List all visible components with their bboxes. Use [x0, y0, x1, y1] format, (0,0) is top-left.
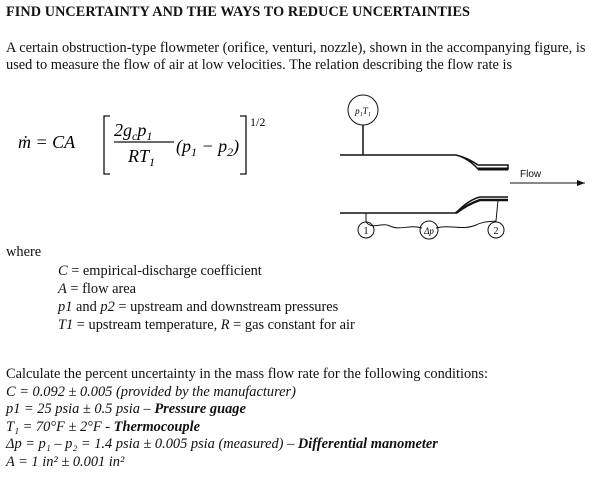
- definitions-list: [58, 262, 355, 334]
- condition-line: Δp = p₁ – p₂ = 1.4 psia ± 0.005 psia (measured) – Differential manometer: [6, 436, 438, 453]
- definition-item: A = flow area: [58, 281, 137, 297]
- condition-line: T₁ = 70°F ± 2°F - Thermocouple: [6, 418, 201, 435]
- manometer-tube-left: [366, 222, 422, 228]
- calc-intro: Calculate the percent uncertainty in the mass flow rate for the following conditions:: [6, 366, 488, 382]
- tap-2-label: 2: [493, 226, 499, 237]
- formula-factor: $(p_1 - p_2)$: [176, 136, 240, 159]
- condition-line: A = 1 in² ± 0.001 in²: [6, 453, 125, 470]
- differential-label: Δp: [424, 226, 434, 236]
- lower-throat: [456, 200, 508, 213]
- manometer-tube-right: [436, 200, 498, 228]
- where-label: where: [6, 244, 42, 260]
- flow-arrowhead: [577, 180, 585, 186]
- formula-exponent: 1/2: [250, 115, 266, 129]
- tap-1-label: 1: [363, 226, 369, 237]
- problem-title: FIND UNCERTAINTY AND THE WAYS TO REDUCE UNCERTAINTIES: [6, 4, 471, 20]
- definition-item: T1 = upstream temperature, R = gas constant for air: [58, 317, 355, 333]
- condition-line: C = 0.092 ± 0.005 (provided by the manufacturer): [6, 383, 296, 400]
- formula-lhs: ṁ = CA: [18, 132, 76, 152]
- flowmeter-diagram: [330, 92, 600, 248]
- definition-item: p1 and p2 = upstream and downstream pressures: [58, 299, 339, 315]
- condition-line: p1 = 25 psia ± 0.5 psia – Pressure guage: [6, 401, 246, 418]
- right-bracket: [240, 116, 246, 174]
- mass-flow-formula: [14, 104, 284, 184]
- upper-pipe-wall: [340, 155, 508, 169]
- definition-item: C = empirical-discharge coefficient: [58, 263, 262, 279]
- intro-paragraph: A certain obstruction-type flowmeter (orifice, venturi, nozzle), shown in the accompanying figure, is used to measure the flow of air at low velocities. The relation describing the flow rate is: [6, 40, 586, 73]
- left-bracket: [104, 116, 110, 174]
- conditions-section: [6, 366, 488, 472]
- flow-label: Flow: [520, 169, 542, 180]
- formula-denominator: $RT_1$: [128, 146, 156, 169]
- gauge-label: p₁T₁: [355, 106, 371, 116]
- formula-numerator: $2g_cp_1$: [114, 120, 153, 143]
